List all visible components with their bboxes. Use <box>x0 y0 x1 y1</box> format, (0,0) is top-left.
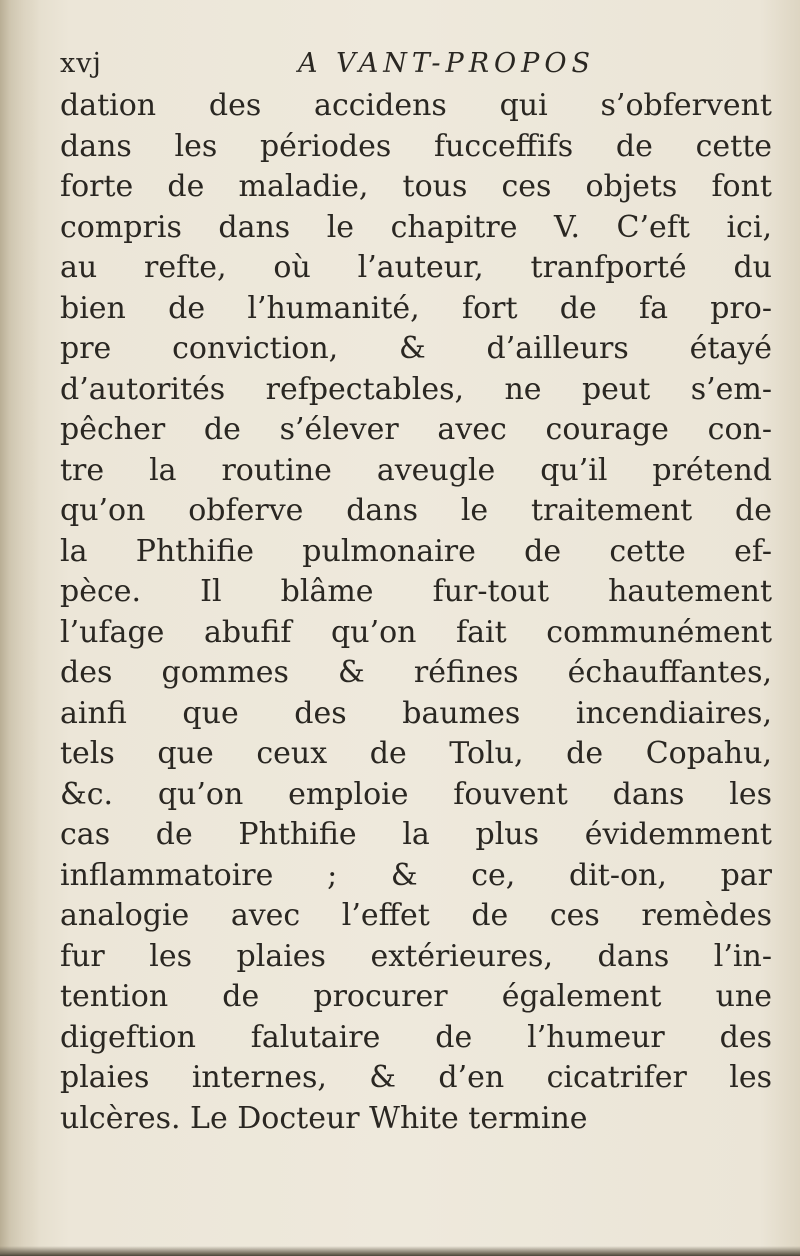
text-line: des gommes & réfines échauffantes, <box>60 655 772 690</box>
body-text <box>60 86 772 1139</box>
text-line: qu’on obferve dans le traitement de <box>60 493 772 528</box>
text-line: au refte, où l’auteur, tranfporté du <box>60 250 772 285</box>
text-line: compris dans le chapitre V. C’eft ici, <box>60 209 772 245</box>
text-line: &c. qu’on emploie fouvent dans les <box>60 776 772 812</box>
running-title: A VANT-PROPOS <box>298 48 595 79</box>
running-head <box>60 46 760 82</box>
text-line: d’autorités refpectables, ne peut s’em- <box>60 371 772 407</box>
page-gutter-shadow <box>0 0 40 1256</box>
text-line: pre conviction, & d’ailleurs étayé <box>60 331 772 366</box>
text-line: pêcher de s’élever avec courage con- <box>60 412 772 447</box>
text-line: la Phthifie pulmonaire de cette ef- <box>60 533 772 569</box>
text-line: bien de l’humanité, fort de fa pro- <box>60 290 772 326</box>
text-line: forte de maladie, tous ces objets font <box>60 169 772 204</box>
text-line: dation des accidens qui s’obfervent <box>60 88 772 123</box>
page-bottom-edge <box>0 1246 800 1256</box>
text-line: inflammatoire ; & ce, dit-on, par <box>60 857 772 893</box>
text-line: ainfi que des baumes incendiaires, <box>60 695 772 731</box>
text-line: analogie avec l’effet de ces remèdes <box>60 898 772 933</box>
text-line: digeftion falutaire de l’humeur des <box>60 1019 772 1055</box>
text-line: l’ufage abufif qu’on fait communément <box>60 614 772 650</box>
text-line: plaies internes, & d’en cicatrifer les <box>60 1060 772 1095</box>
text-line: fur les plaies extérieures, dans l’in- <box>60 938 772 974</box>
text-line: tels que ceux de Tolu, de Copahu, <box>60 736 772 771</box>
text-line: pèce. Il blâme fur-tout hautement <box>60 574 772 609</box>
text-line: tention de procurer également une <box>60 979 772 1014</box>
text-line: cas de Phthifie la plus évidemment <box>60 817 772 852</box>
text-line: ulcères. Le Docteur White termine <box>60 1100 588 1136</box>
page-number: xvj <box>60 48 102 79</box>
text-line: dans les périodes fucceffifs de cette <box>60 128 772 164</box>
text-line: tre la routine aveugle qu’il prétend <box>60 452 772 488</box>
